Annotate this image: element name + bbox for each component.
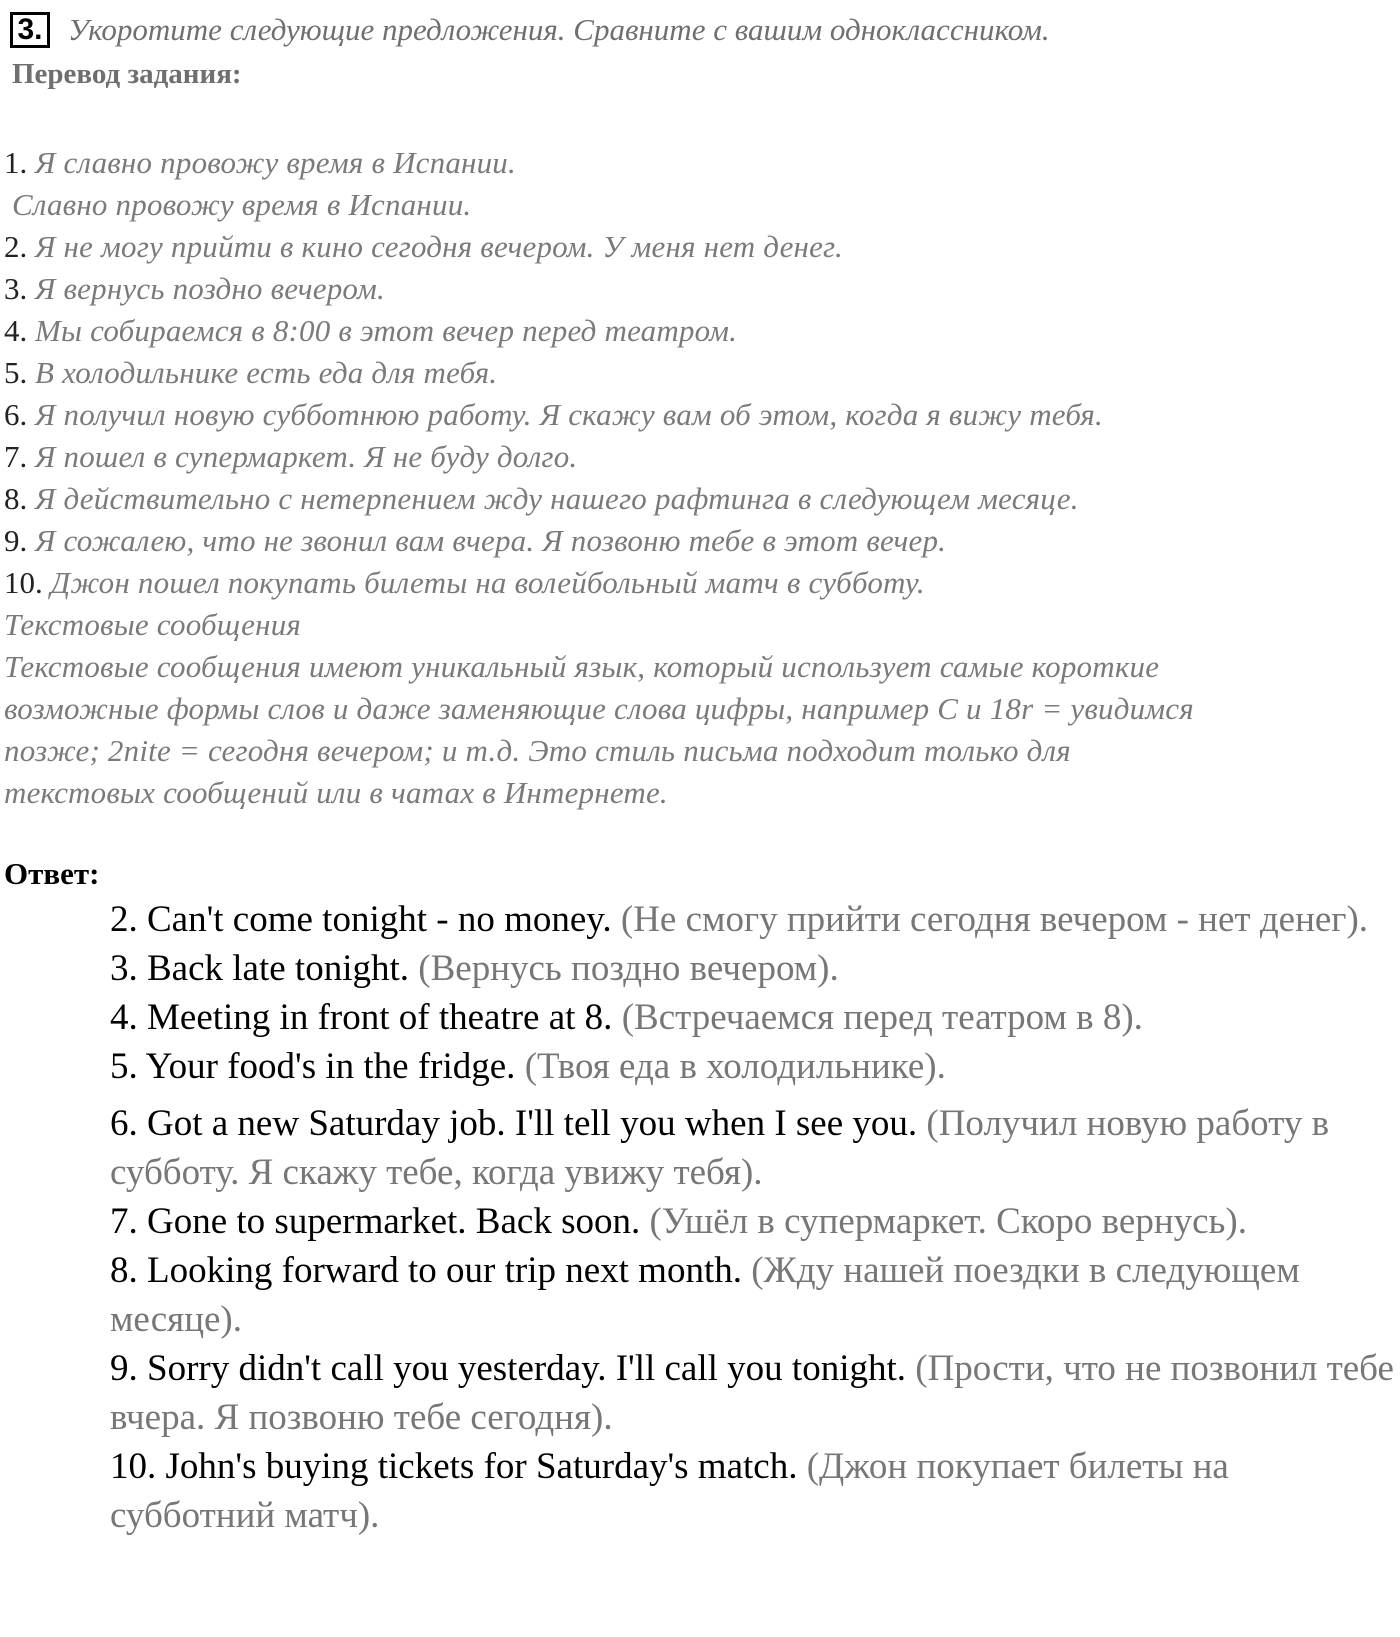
task-header [10,10,1050,50]
answer-russian: (Джон покупает билеты на субботний матч). [110,1446,1229,1536]
translation-line [4,772,1194,814]
line-text: Я вернусь поздно вечером. [35,271,385,306]
line-text: текстовых сообщений или в чатах в Интернете. [4,775,668,810]
line-number: 1. [4,145,35,180]
line-text: Я славно провожу время в Испании. [35,145,516,180]
answer-russian: (Вернусь поздно вечером). [418,948,839,989]
task-title: Укоротите следующие предложения. Сравните с вашим одноклассником. [68,12,1050,47]
translation-line [4,520,1194,562]
line-number: 7. [4,439,35,474]
line-text: Мы собираемся в 8:00 в этот вечер перед театром. [35,313,738,348]
line-text: Я получил новую субботнюю работу. Я скажу вам об этом, когда я вижу тебя. [35,397,1103,432]
translation-line [4,184,1194,226]
answer-english: 5. Your food's in the fridge. [110,1046,525,1087]
translation-line [4,688,1194,730]
translation-line [4,310,1194,352]
line-text: возможные формы слов и даже заменяющие слова цифры, например C и 18r = увидимся [4,691,1194,726]
answer-english: 3. Back late tonight. [110,948,419,989]
line-text: В холодильнике есть еда для тебя. [35,355,498,390]
answer-item [110,1042,1395,1091]
line-text: Я не могу прийти в кино сегодня вечером. У меня нет денег. [35,229,843,264]
line-number: 10. [4,565,51,600]
translation-line [4,730,1194,772]
line-text: Текстовые сообщения имеют уникальный язык, который использует самые короткие [4,649,1160,684]
answer-english: 8. Looking forward to our trip next month. [110,1250,752,1291]
translation-line [4,478,1194,520]
answer-item [110,944,1395,993]
line-text: Я сожалею, что не звонил вам вчера. Я позвоню тебе в этот вечер. [35,523,947,558]
translation-line [4,646,1194,688]
translation-line [4,352,1194,394]
answer-item [110,1442,1395,1540]
answer-item [110,895,1395,944]
line-text: позже; 2nite = сегодня вечером; и т.д. Это стиль письма подходит только для [4,733,1071,768]
translation-list [4,142,1194,814]
answer-russian: (Встречаемся перед театром в 8). [621,997,1143,1038]
line-text: Я действительно с нетерпением жду нашего рафтинга в следующем месяце. [35,481,1079,516]
translation-label: Перевод задания: [12,58,242,90]
line-text: Я пошел в супермаркет. Я не буду долго. [35,439,578,474]
translation-line [4,604,1194,646]
translation-line [4,142,1194,184]
answer-item [110,993,1395,1042]
answer-english: 10. John's buying tickets for Saturday's match. [110,1446,807,1487]
answer-russian: (Не смогу прийти сегодня вечером - нет денег). [620,899,1369,940]
answer-english: 7. Gone to supermarket. Back soon. [110,1201,650,1242]
answer-item [110,1099,1395,1197]
answer-label: Ответ: [4,856,100,891]
line-number: 4. [4,313,35,348]
answer-russian: (Твоя еда в холодильнике). [524,1046,946,1087]
answer-russian: (Получил новую работу в субботу. Я скажу тебе, когда увижу тебя). [110,1103,1330,1193]
line-number: 9. [4,523,35,558]
answer-english: 4. Meeting in front of theatre at 8. [110,997,622,1038]
translation-line [4,394,1194,436]
translation-line [4,562,1194,604]
translation-line [4,268,1194,310]
translation-line [4,226,1194,268]
line-number: 6. [4,397,35,432]
answer-russian: (Ушёл в супермаркет. Скоро вернусь). [649,1201,1247,1242]
task-number-box: 3. [10,12,50,48]
line-number: 2. [4,229,35,264]
line-number: 5. [4,355,35,390]
answer-english: 6. Got a new Saturday job. I'll tell you when I see you. [110,1103,927,1144]
answer-item [110,1197,1395,1246]
line-text: Джон пошел покупать билеты на волейбольный матч в субботу. [50,565,925,600]
answer-russian: (Прости, что не позвонил тебе вчера. Я позвоню тебе сегодня). [110,1348,1394,1438]
line-text: Текстовые сообщения [4,607,301,642]
translation-line [4,436,1194,478]
answer-english: 2. Can't come tonight - no money. [110,899,621,940]
answer-item [110,1246,1395,1344]
line-number: 8. [4,481,35,516]
answer-list [110,895,1395,1540]
line-text: Славно провожу время в Испании. [12,187,472,222]
answer-item [110,1344,1395,1442]
answer-russian: (Жду нашей поездки в следующем месяце). [110,1250,1300,1340]
answer-english: 9. Sorry didn't call you yesterday. I'll call you tonight. [110,1348,916,1389]
line-number: 3. [4,271,35,306]
